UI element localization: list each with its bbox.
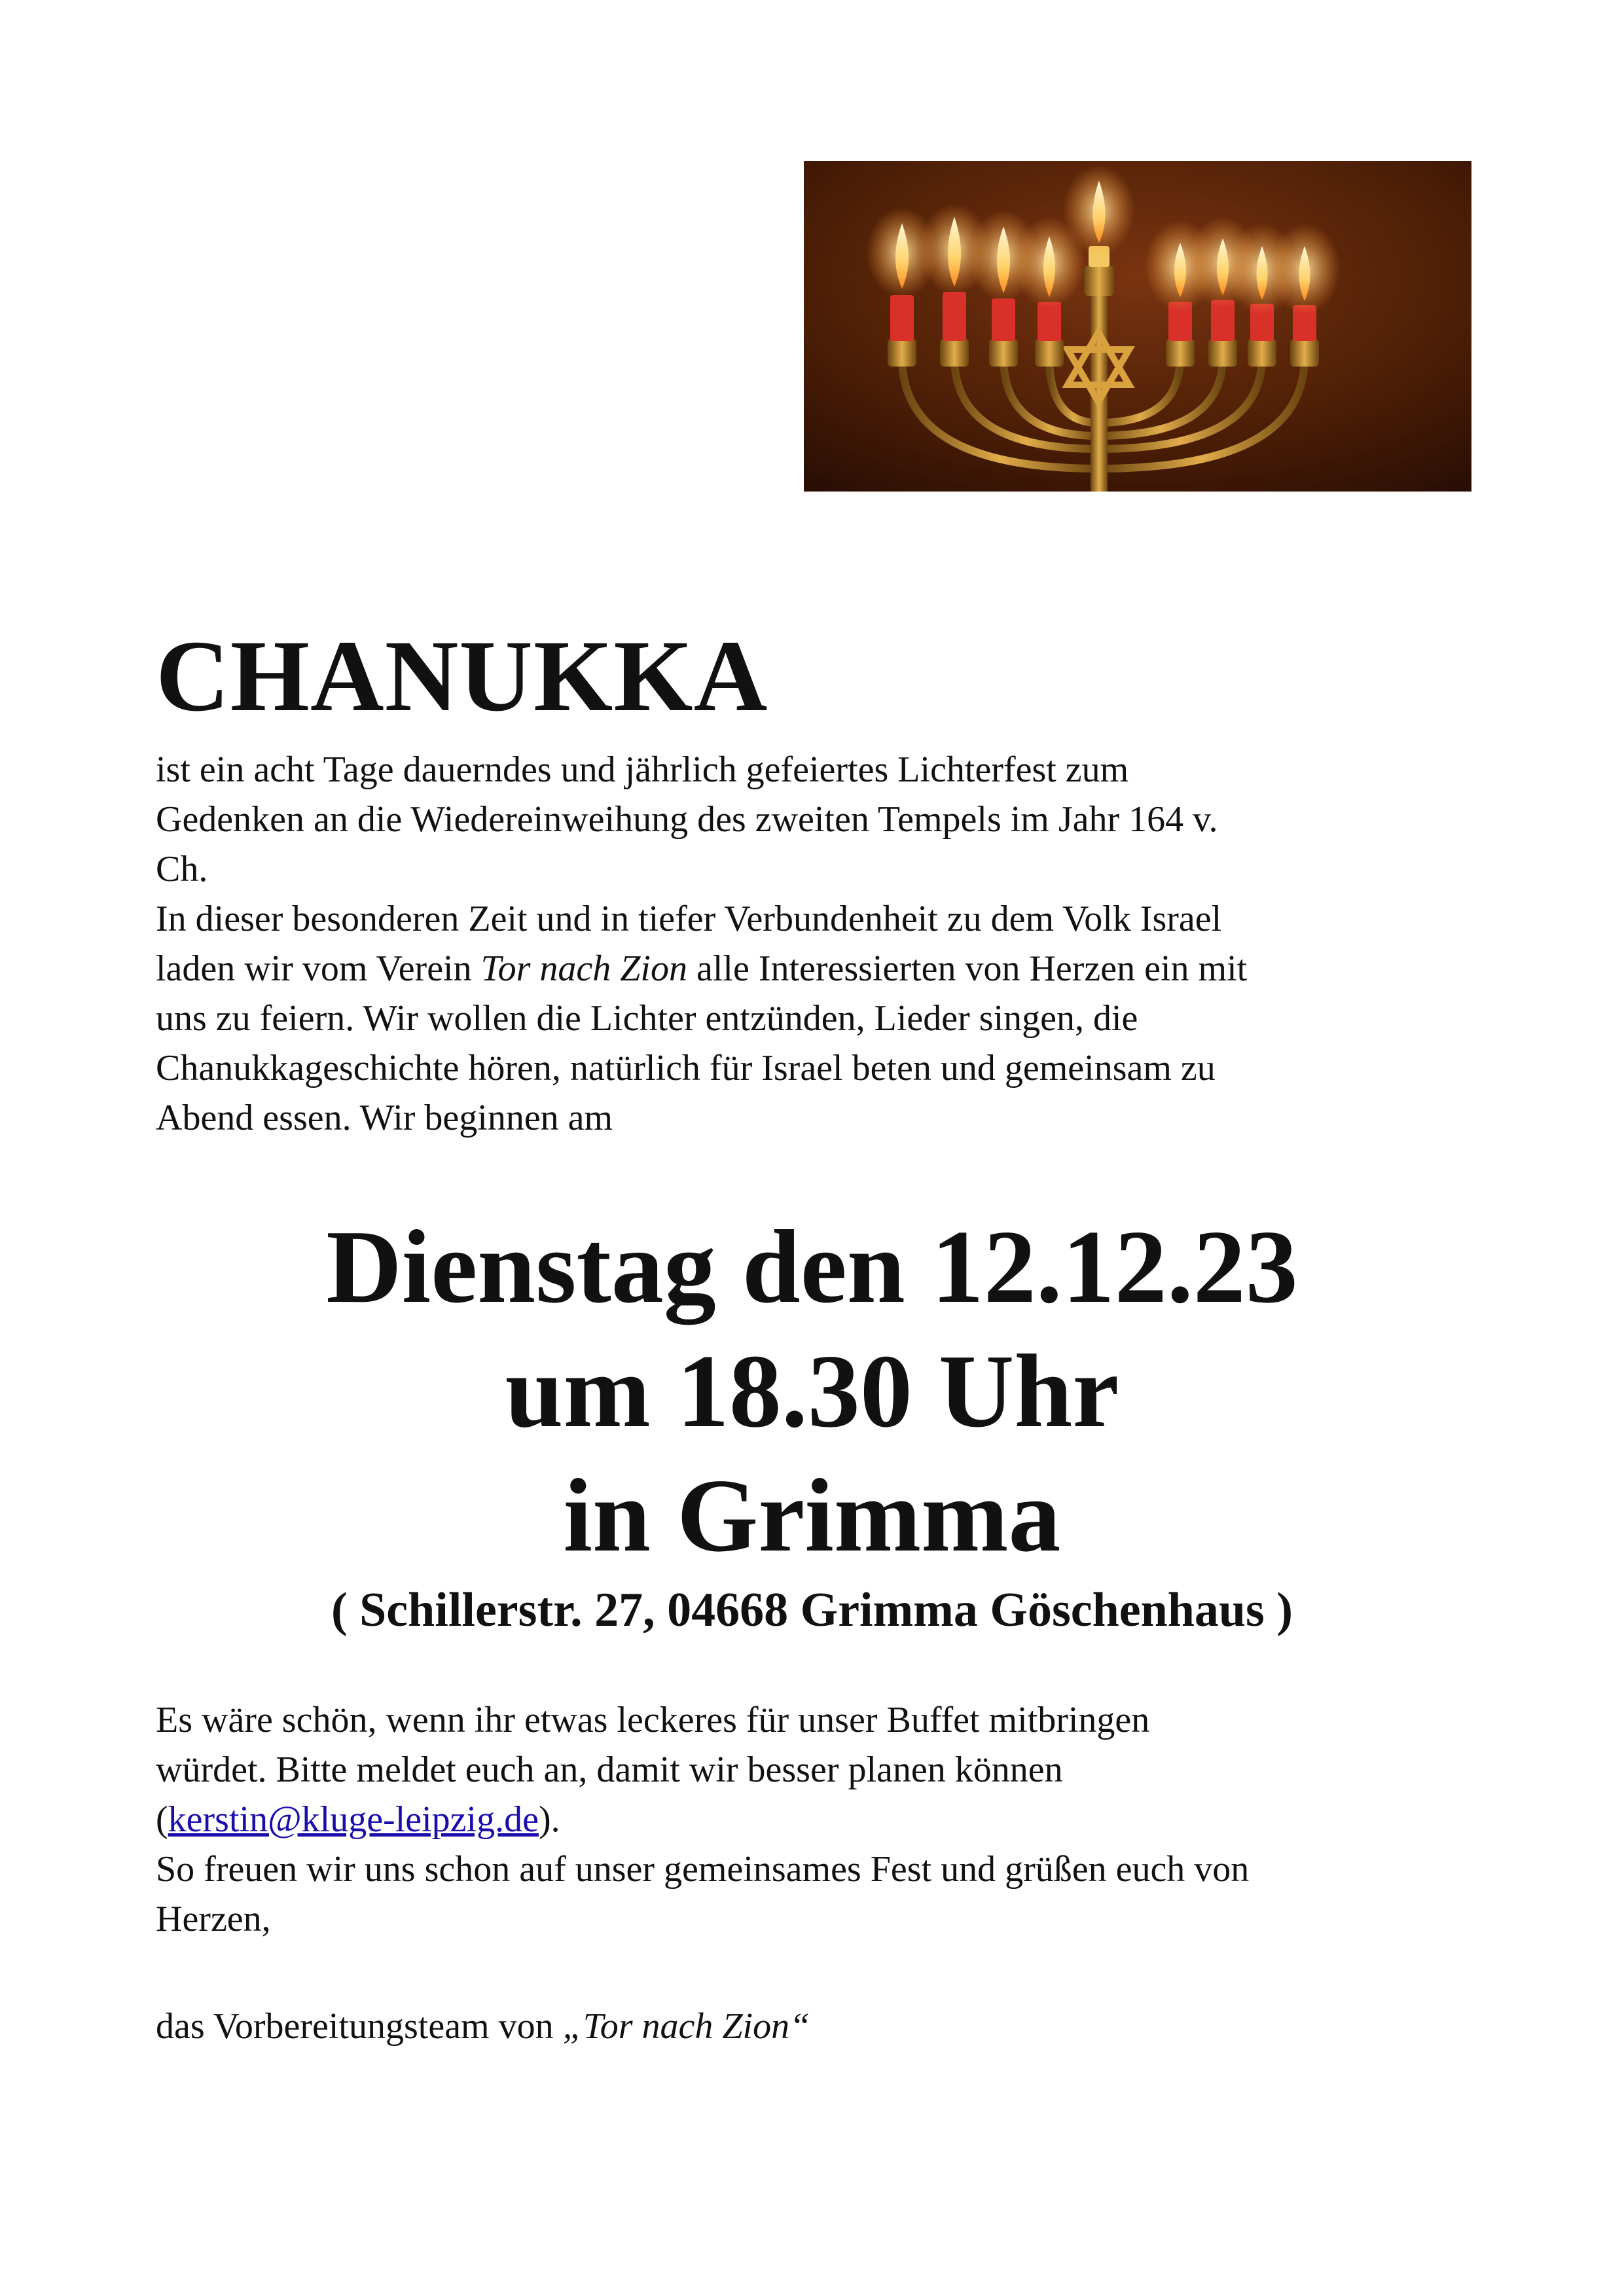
signature bbox=[156, 2001, 810, 2051]
intro-paragraph bbox=[156, 745, 1491, 1143]
intro-line: ist ein acht Tage dauerndes und jährlich gefeiertes Lichterfest zum bbox=[156, 749, 1129, 790]
outro-line: Es wäre schön, wenn ihr etwas leckeres für unser Buffet mitbringen bbox=[156, 1700, 1150, 1740]
intro-line: Chanukkageschichte hören, natürlich für Israel beten und gemeinsam zu bbox=[156, 1048, 1216, 1088]
menorah-photo bbox=[804, 161, 1471, 492]
outro-line bbox=[156, 1795, 1491, 1844]
paren-open: ( bbox=[156, 1799, 168, 1840]
event-place: in Grimma bbox=[563, 1457, 1061, 1573]
intro-text: laden wir vom Verein bbox=[156, 948, 481, 989]
outro-line: würdet. Bitte meldet euch an, damit wir besser planen können bbox=[156, 1749, 1063, 1790]
intro-line: Abend essen. Wir beginnen am bbox=[156, 1098, 613, 1138]
page-title: CHANUKKA bbox=[156, 619, 768, 732]
menorah-icon bbox=[804, 161, 1471, 492]
intro-line: Gedenken an die Wiedereinweihung des zweiten Tempels im Jahr 164 v. bbox=[156, 799, 1218, 840]
outro-paragraph bbox=[156, 1695, 1491, 1944]
intro-line: In dieser besonderen Zeit und in tiefer Verbundenheit zu dem Volk Israel bbox=[156, 899, 1222, 939]
event-address: ( Schillerstr. 27, 04668 Grimma Göschenhaus ) bbox=[331, 1583, 1293, 1637]
signature-prefix: das Vorbereitungsteam von bbox=[156, 2006, 563, 2047]
organization-name: Tor nach Zion bbox=[480, 948, 687, 989]
signature-organization: „Tor nach Zion“ bbox=[562, 2006, 810, 2047]
intro-text: alle Interessierten von Herzen ein mit bbox=[687, 948, 1248, 989]
intro-line: Ch. bbox=[156, 849, 208, 889]
email-link[interactable]: kerstin@kluge-leipzig.de bbox=[168, 1799, 539, 1840]
event-date: Dienstag den 12.12.23 bbox=[326, 1208, 1298, 1325]
outro-line: So freuen wir uns schon auf unser gemeinsames Fest und grüßen euch von bbox=[156, 1849, 1250, 1890]
intro-line bbox=[156, 944, 1491, 994]
outro-line: Herzen, bbox=[156, 1899, 271, 1939]
event-time: um 18.30 Uhr bbox=[505, 1333, 1119, 1449]
intro-line: uns zu feiern. Wir wollen die Lichter entzünden, Lieder singen, die bbox=[156, 998, 1138, 1039]
paren-close: ). bbox=[538, 1799, 560, 1840]
